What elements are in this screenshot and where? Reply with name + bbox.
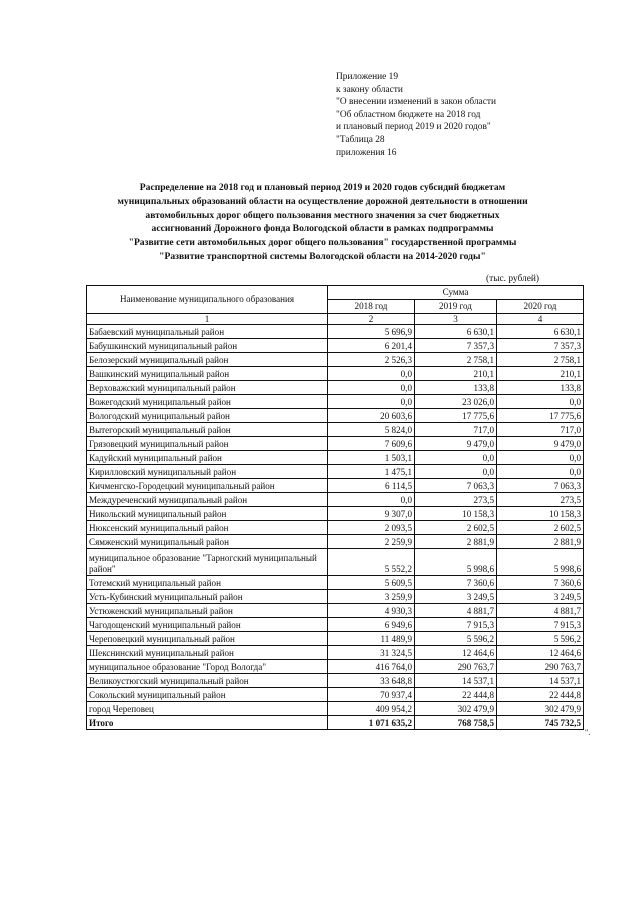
municipality-name: Бабушкинский муниципальный район [87,339,328,353]
table-row [87,590,584,604]
total-2020: 745 732,5 [497,716,584,730]
amount-2019: 7 063,3 [415,479,497,493]
amount-2018: 0,0 [328,493,415,507]
amount-2018: 2 526,3 [328,353,415,367]
table-row [87,325,584,339]
amount-2018: 2 259,9 [328,535,415,549]
amount-2020: 302 479,9 [497,702,584,716]
table-row [87,423,584,437]
amount-2018: 1 475,1 [328,465,415,479]
amount-2019: 2 602,5 [415,521,497,535]
table-row [87,632,584,646]
amount-2020: 7 063,3 [497,479,584,493]
amount-2018: 1 503,1 [328,451,415,465]
municipality-name: город Череповец [87,702,328,716]
amount-2018: 11 489,9 [328,632,415,646]
amount-2018: 70 937,4 [328,688,415,702]
municipality-name: Вожегодский муниципальный район [87,395,328,409]
amount-2020: 17 775,6 [497,409,584,423]
amount-2020: 10 158,3 [497,507,584,521]
column-index: 3 [415,314,497,325]
amount-2018: 2 093,5 [328,521,415,535]
municipality-name: Вытегорский муниципальный район [87,423,328,437]
municipality-name: муниципальное образование "Город Вологда" [87,660,328,674]
municipality-name: Кичменгско-Городецкий муниципальный район [87,479,328,493]
document-title [60,181,585,264]
header-line: "Таблица 28 [336,134,385,145]
header-line: и плановый период 2019 и 2020 годов" [336,122,491,133]
amount-2018: 5 824,0 [328,423,415,437]
table-row [87,660,584,674]
municipality-name: Шекснинский муниципальный район [87,646,328,660]
amount-2019: 9 479,0 [415,437,497,451]
amount-2019: 133,8 [415,381,497,395]
table-body [87,325,584,716]
table-row [87,353,584,367]
column-header-2019: 2019 год [415,300,497,314]
amount-2018: 20 603,6 [328,409,415,423]
title-line: муниципальных образований области на осуществление дорожной деятельности в отношении [117,195,528,207]
municipality-name: Тотемский муниципальный район [87,576,328,590]
municipality-name: Вашкинский муниципальный район [87,367,328,381]
table-row [87,395,584,409]
amount-2020: 5 596,2 [497,632,584,646]
amount-2020: 2 602,5 [497,521,584,535]
amount-2020: 210,1 [497,367,584,381]
table-row [87,576,584,590]
amount-2018: 0,0 [328,367,415,381]
table-row [87,507,584,521]
amount-2019: 6 630,1 [415,325,497,339]
units-label: (тыс. рублей) [486,274,540,284]
table-row [87,702,584,716]
table-row [87,646,584,660]
amount-2019: 7 357,3 [415,339,497,353]
amount-2019: 22 444,8 [415,688,497,702]
amount-2019: 17 775,6 [415,409,497,423]
municipality-name: Бабаевский муниципальный район [87,325,328,339]
amount-2019: 290 763,7 [415,660,497,674]
amount-2018: 6 201,4 [328,339,415,353]
municipality-name: Устюженский муниципальный район [87,604,328,618]
amount-2019: 23 026,0 [415,395,497,409]
amount-2019: 717,0 [415,423,497,437]
amount-2019: 0,0 [415,465,497,479]
amount-2018: 416 764,0 [328,660,415,674]
table-row [87,409,584,423]
amount-2018: 6 114,5 [328,479,415,493]
title-line: "Развитие сети автомобильных дорог общего пользования" государственной программы [128,237,517,249]
amount-2019: 210,1 [415,367,497,381]
municipality-name: Междуреченский муниципальный район [87,493,328,507]
amount-2020: 0,0 [497,465,584,479]
amount-2018: 5 609,5 [328,576,415,590]
amount-2018: 9 307,0 [328,507,415,521]
column-header-2020: 2020 год [497,300,584,314]
appendix-header [336,71,616,159]
municipality-name: Вологодский муниципальный район [87,409,328,423]
amount-2020: 5 998,6 [497,549,584,576]
amount-2020: 0,0 [497,395,584,409]
table-row [87,465,584,479]
header-line: к закону области [336,84,403,95]
total-2019: 768 758,5 [415,716,497,730]
amount-2020: 9 479,0 [497,437,584,451]
table-row [87,493,584,507]
table-row [87,688,584,702]
amount-2019: 3 249,5 [415,590,497,604]
amount-2020: 133,8 [497,381,584,395]
title-line: ассигнований Дорожного фонда Вологодской области в рамках подпрограммы [151,223,494,235]
municipality-name: Никольский муниципальный район [87,507,328,521]
municipality-name: муниципальное образование "Тарногский муниципальный район" [87,549,328,576]
amount-2018: 0,0 [328,381,415,395]
column-header-2018: 2018 год [328,300,415,314]
municipality-name: Сокольский муниципальный район [87,688,328,702]
municipality-name: Великоустюгский муниципальный район [87,674,328,688]
column-index: 2 [328,314,415,325]
title-line: Распределение на 2018 год и плановый период 2019 и 2020 годов субсидий бюджетам [139,182,506,193]
amount-2018: 5 552,2 [328,549,415,576]
amount-2019: 7 915,3 [415,618,497,632]
amount-2019: 2 758,1 [415,353,497,367]
amount-2018: 3 259,9 [328,590,415,604]
amount-2020: 14 537,1 [497,674,584,688]
amount-2019: 273,5 [415,493,497,507]
header-line: Приложение 19 [336,72,399,82]
municipality-name: Кадуйский муниципальный район [87,451,328,465]
table-row [87,479,584,493]
municipality-name: Нюксенский муниципальный район [87,521,328,535]
amount-2019: 14 537,1 [415,674,497,688]
total-label: Итого [87,716,328,730]
amount-2019: 7 360,6 [415,576,497,590]
amount-2018: 4 930,3 [328,604,415,618]
table-row [87,367,584,381]
amount-2019: 0,0 [415,451,497,465]
column-index: 1 [87,314,328,325]
table-row [87,521,584,535]
amount-2020: 7 915,3 [497,618,584,632]
table-row [87,339,584,353]
title-line: автомобильных дорог общего пользования местного значения за счет бюджетных [145,209,500,221]
amount-2020: 717,0 [497,423,584,437]
table-row [87,451,584,465]
amount-2020: 22 444,8 [497,688,584,702]
municipality-name: Чагодощенский муниципальный район [87,618,328,632]
table-row [87,604,584,618]
amount-2018: 5 696,9 [328,325,415,339]
amount-2020: 7 357,3 [497,339,584,353]
amount-2020: 2 758,1 [497,353,584,367]
amount-2019: 5 998,6 [415,549,497,576]
amount-2018: 31 324,5 [328,646,415,660]
column-header-name: Наименование муниципального образования [87,286,328,314]
table-row [87,618,584,632]
amount-2019: 10 158,3 [415,507,497,521]
municipality-name: Кирилловский муниципальный район [87,465,328,479]
subsidy-table [86,285,584,730]
title-line: "Развитие транспортной системы Вологодской области на 2014-2020 годы" [159,250,486,262]
amount-2020: 7 360,6 [497,576,584,590]
header-line: "О внесении изменений в закон области [336,97,496,108]
table-row [87,437,584,451]
amount-2020: 4 881,7 [497,604,584,618]
amount-2020: 273,5 [497,493,584,507]
table-row [87,535,584,549]
amount-2020: 2 881,9 [497,535,584,549]
municipality-name: Сямженский муниципальный район [87,535,328,549]
table-row [87,674,584,688]
amount-2019: 4 881,7 [415,604,497,618]
amount-2020: 12 464,6 [497,646,584,660]
amount-2018: 409 954,2 [328,702,415,716]
amount-2020: 290 763,7 [497,660,584,674]
table-row [87,381,584,395]
table-row [87,549,584,576]
amount-2020: 6 630,1 [497,325,584,339]
amount-2018: 33 648,8 [328,674,415,688]
closing-quote-mark: ". [585,728,591,737]
amount-2019: 12 464,6 [415,646,497,660]
municipality-name: Череповецкий муниципальный район [87,632,328,646]
column-index: 4 [497,314,584,325]
header-line: приложения 16 [336,147,397,158]
municipality-name: Верховажский муниципальный район [87,381,328,395]
amount-2018: 6 949,6 [328,618,415,632]
municipality-name: Белозерский муниципальный район [87,353,328,367]
amount-2019: 5 596,2 [415,632,497,646]
amount-2019: 302 479,9 [415,702,497,716]
municipality-name: Усть-Кубинский муниципальный район [87,590,328,604]
amount-2019: 2 881,9 [415,535,497,549]
amount-2018: 0,0 [328,395,415,409]
total-2018: 1 071 635,2 [328,716,415,730]
header-line: "Об областном бюджете на 2018 год [336,109,481,120]
amount-2020: 0,0 [497,451,584,465]
amount-2018: 7 609,6 [328,437,415,451]
amount-2020: 3 249,5 [497,590,584,604]
total-row [87,716,584,730]
column-header-sum: Сумма [328,286,584,300]
municipality-name: Грязовецкий муниципальный район [87,437,328,451]
